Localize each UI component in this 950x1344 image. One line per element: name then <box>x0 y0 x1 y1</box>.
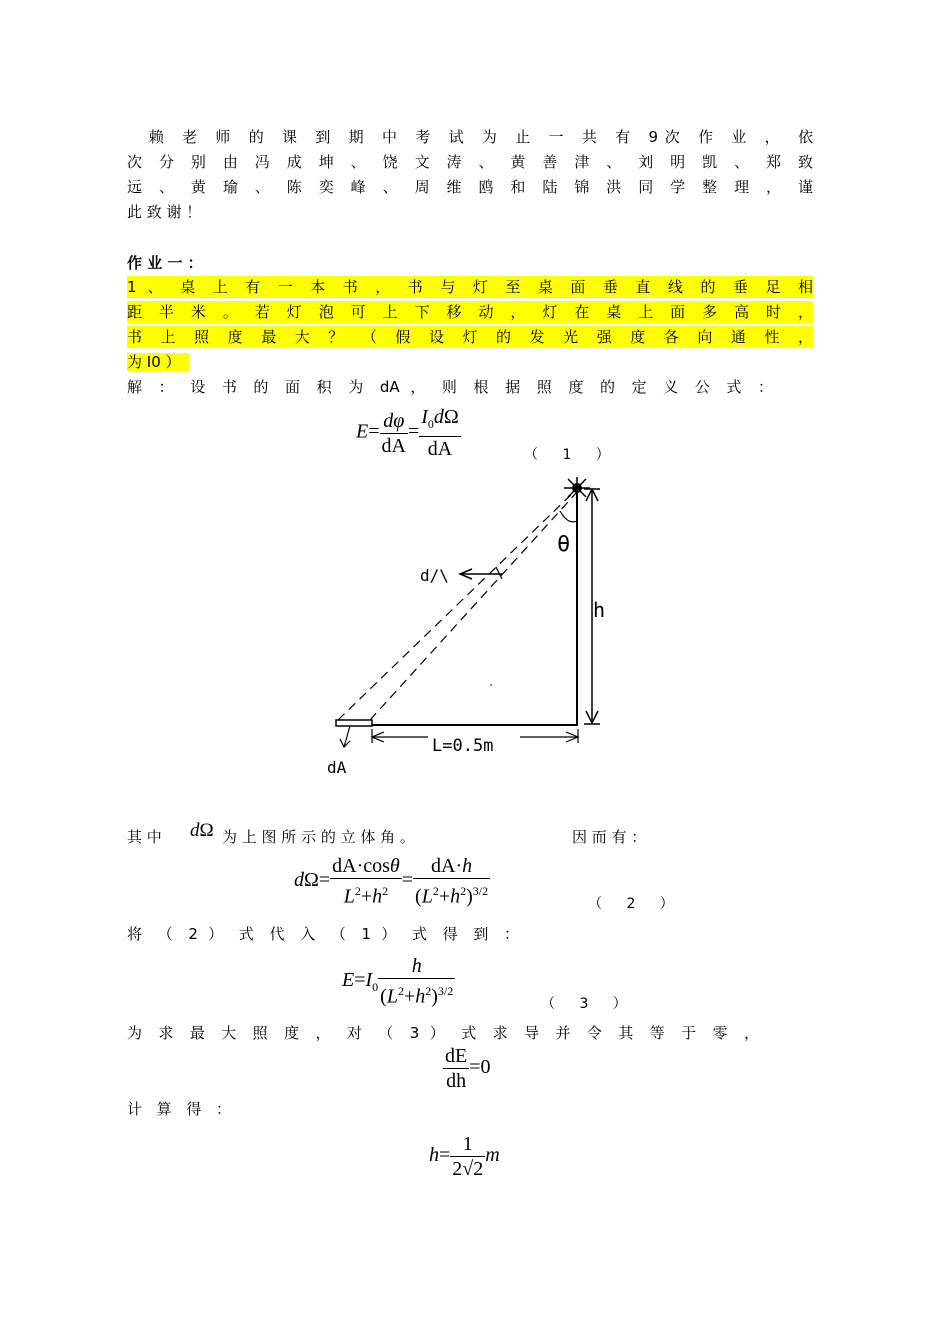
domega-label: d/\ <box>420 566 449 585</box>
problem-line-4-text: 为 I0 ） <box>127 353 189 371</box>
derivative-equation: $\frac{dE}{dh}$ =0 <box>445 1045 491 1092</box>
homework-heading: 作 业 一 ： <box>127 254 203 272</box>
intro-line-3: 远 、 黄 瑜 、 陈 奕 峰 、 周 维 鸥 和 陆 锦 洪 同 学 整 理 ， 谨 <box>127 178 813 196</box>
theta-label: θ <box>557 532 571 557</box>
substitute-text: 将 （ 2 ） 式 代 入 （ 1 ） 式 得 到 ： <box>127 925 519 943</box>
equation-3: $E=I_0$ $\frac{h}{(L^2+h^2)^{3/2}}$ <box>342 955 454 1008</box>
where-text-a: 其 中 <box>127 828 162 846</box>
book-shape <box>336 720 372 726</box>
equation-1: E= $\frac{d\varphi}{dA}$ = $\frac{I_0d\Omega}{dA}$ <box>356 406 459 460</box>
l-label: L=0.5m <box>432 736 494 756</box>
compute-text: 计 算 得 ： <box>127 1100 231 1118</box>
equation-3-label: （ 3 ） <box>541 996 637 1012</box>
intro-line-1: 赖 老 师 的 课 到 期 中 考 试 为 止 一 共 有 9次 作 业 ， 依 <box>127 128 813 146</box>
da-label: dA <box>327 758 347 777</box>
where-text-b: 为 上 图 所 示 的 立 体 角 。 <box>222 828 415 846</box>
problem-line-3: 书 上 照 度 最 大 ？ （ 假 设 灯 的 发 光 强 度 各 向 通 性 ， <box>127 328 813 346</box>
intro-line-2: 次 分 别 由 冯 成 坤 、 饶 文 涛 、 黄 善 津 、 刘 明 凯 、 郑 致 <box>127 153 813 171</box>
intro-line-4: 此 致 谢 ！ <box>127 203 202 221</box>
problem-line-1: 1 、 桌 上 有 一 本 书 ， 书 与 灯 至 桌 面 垂 直 线 的 垂 足 相 <box>127 278 813 296</box>
h-label: h <box>593 598 606 622</box>
solution-intro: 解 ： 设 书 的 面 积 为 dA ， 则 根 据 照 度 的 定 义 公 式 ： <box>127 378 773 396</box>
result-equation: h= $\frac{1}{2√2}$ m <box>429 1133 500 1180</box>
equation-2-label: （ 2 ） <box>588 896 684 912</box>
equation-2: dΩ= $\frac{dA\cdot\cos\theta}{L^2+h^2}$ = $\frac{dA\cdot h}{(L^2+h^2)^{3/2}}$ <box>294 855 489 908</box>
where-text-c: 因 而 有 ： <box>572 828 647 846</box>
problem-line-2: 距 半 米 。 若 灯 泡 可 上 下 移 动 ， 灯 在 桌 上 面 多 高 时 ， <box>127 303 813 321</box>
domega-inline: dΩ <box>190 820 214 841</box>
lamp-book-diagram <box>320 475 630 785</box>
equation-1-label: （ 1 ） <box>524 447 620 463</box>
problem-line-4 <box>127 351 813 373</box>
derive-text: 为 求 最 大 照 度 ， 对 （ 3 ） 式 求 导 并 令 其 等 于 零 ， <box>127 1024 759 1042</box>
